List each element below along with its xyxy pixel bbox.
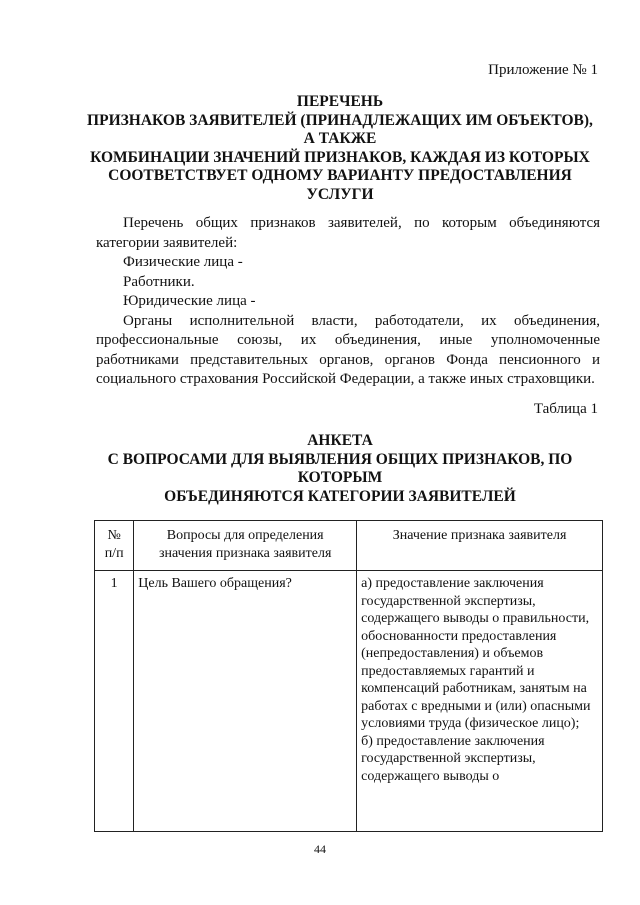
questionnaire-table xyxy=(94,520,603,832)
heading-line: СООТВЕТСТВУЕТ ОДНОМУ ВАРИАНТУ ПРЕДОСТАВЛЕНИЯ xyxy=(108,167,572,184)
table-header-row xyxy=(95,521,603,571)
row-answer xyxy=(357,571,603,832)
table-row xyxy=(95,571,603,832)
answer-option-b: б) предоставление заключения государственной экспертизы, содержащего выводы о xyxy=(361,733,545,784)
row-number: 1 xyxy=(95,571,134,832)
header-value: Значение признака заявителя xyxy=(357,521,603,571)
heading-line: ПРИЗНАКОВ ЗАЯВИТЕЛЕЙ (ПРИНАДЛЕЖАЩИХ ИМ ОБЪЕКТОВ), xyxy=(87,111,593,129)
answer-option-a: а) предоставление заключения государственной экспертизы, содержащего выводы о правильности, обоснованности предоставления (непредоставления) и объемов предоставляемых гарантий и компенсаций работникам, занятым на работах с вредными и (или) опасными условиями труда (физическое лицо); xyxy=(361,576,591,731)
applicant-categories-text xyxy=(96,214,600,390)
questionnaire-heading-line: АНКЕТА xyxy=(307,432,373,449)
questionnaire-heading-line: С ВОПРОСАМИ ДЛЯ ВЫЯВЛЕНИЯ ОБЩИХ ПРИЗНАКОВ, ПО xyxy=(107,450,573,468)
row-question: Цель Вашего обращения? xyxy=(134,571,357,832)
intro-paragraph: Перечень общих признаков заявителей, по которым объединяются категории заявителей: xyxy=(96,215,600,251)
questionnaire-heading-line: ОБЪЕДИНЯЮТСЯ КАТЕГОРИИ ЗАЯВИТЕЛЕЙ xyxy=(164,487,516,505)
category-workers: Работники. xyxy=(123,273,195,290)
document-heading xyxy=(60,93,620,204)
heading-line: КОМБИНАЦИИ ЗНАЧЕНИЙ ПРИЗНАКОВ, КАЖДАЯ ИЗ КОТОРЫХ xyxy=(90,148,590,166)
questionnaire-heading-line: КОТОРЫМ xyxy=(297,469,383,486)
heading-line: А ТАКЖЕ xyxy=(303,130,377,147)
legal-entities-detail: Органы исполнительной власти, работодатели, их объединения, профессиональные союзы, их объединения, иные уполномоченные работниками представительных органов, органов Фонда пенсионного и социального страхования Российской Федерации, а также иных страховщики. xyxy=(96,312,600,387)
category-physical-persons: Физические лица - xyxy=(123,254,243,270)
category-legal-entities: Юридические лица - xyxy=(123,293,256,309)
header-question: Вопросы для определения значения признака заявителя xyxy=(134,521,357,571)
heading-line: УСЛУГИ xyxy=(306,185,374,203)
questionnaire-heading xyxy=(60,432,620,506)
header-number: № п/п xyxy=(95,521,134,571)
table-label: Таблица 1 xyxy=(533,401,598,417)
page-number: 44 xyxy=(314,842,326,856)
appendix-label: Приложение № 1 xyxy=(488,62,598,78)
heading-line: ПЕРЕЧЕНЬ xyxy=(296,93,384,110)
